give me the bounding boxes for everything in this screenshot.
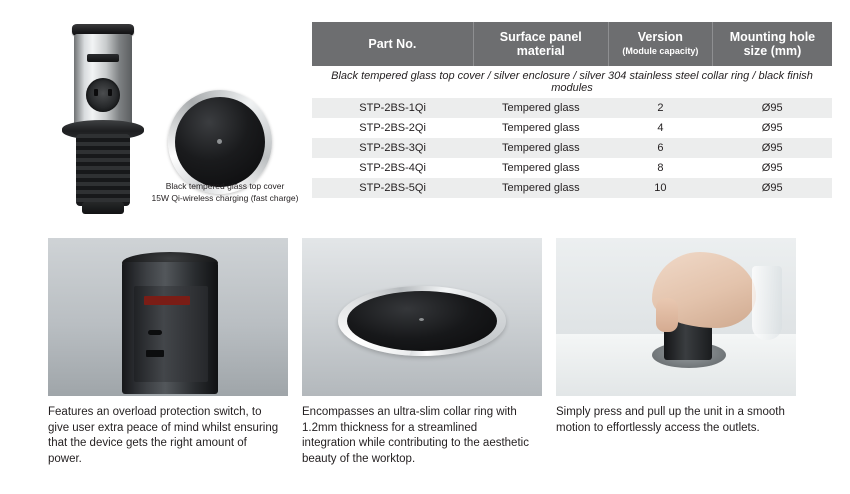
specification-table [312,22,832,198]
column-header-version [608,22,712,66]
table-row [312,138,832,158]
usb-c-port [148,330,162,335]
column-header-surface-panel-material-line-1: Surface panel [499,30,582,44]
tower-threaded-base [76,134,130,206]
cell-material: Tempered glass [473,138,608,158]
feature-image-collar-ring [302,238,542,396]
table-row [312,178,832,198]
cell-material: Tempered glass [473,118,608,138]
cell-version: 2 [608,98,712,118]
lid-center-indicator [217,139,222,144]
cell-hole-size: Ø95 [712,118,832,138]
cell-part-no: STP-2BS-5Qi [312,178,473,198]
column-header-mounting-hole-size [712,22,832,66]
cell-part-no: STP-2BS-2Qi [312,118,473,138]
column-header-version-label: Version [637,30,683,44]
tower-body [74,34,132,126]
cell-hole-size: Ø95 [712,138,832,158]
usb-a-port [146,350,164,357]
feature-image-overload-switch [48,238,288,396]
column-header-mounting-hole-line-1: Mounting hole [729,30,816,44]
cell-part-no: STP-2BS-4Qi [312,158,473,178]
cell-version: 4 [608,118,712,138]
feature-image-press-and-pull [556,238,796,396]
cell-part-no: STP-2BS-3Qi [312,138,473,158]
cell-part-no: STP-2BS-1Qi [312,98,473,118]
cell-material: Tempered glass [473,98,608,118]
cell-hole-size: Ø95 [712,98,832,118]
table-row [312,98,832,118]
feature-panel-overload-switch [48,238,288,467]
cell-hole-size: Ø95 [712,158,832,178]
column-header-part-no: Part No. [312,22,473,66]
tower-power-socket [86,78,120,112]
glass-center-indicator [419,318,424,321]
cell-hole-size: Ø95 [712,178,832,198]
cell-version: 10 [608,178,712,198]
tower-usb-module [87,54,119,62]
product-tower-image [58,16,148,216]
feature-caption: Encompasses an ultra-slim collar ring with 1.2mm thickness for a streamlined integration while contributing to the aesthetic beauty of the worktop. [302,406,529,465]
hero-caption [140,180,310,204]
finger-illustration [656,298,678,332]
column-header-version-sub: (Module capacity) [622,46,699,56]
cell-material: Tempered glass [473,158,608,178]
cell-version: 6 [608,138,712,158]
hero-caption-line-1: Black tempered glass top cover [165,181,285,191]
feature-panel-press-and-pull [556,238,796,436]
table-header-row [312,22,832,66]
table-note-row [312,66,832,98]
table-row [312,158,832,178]
feature-panel-collar-ring [302,238,542,467]
hero-caption-line-2: 15W Qi-wireless charging (fast charge) [151,193,299,203]
feature-caption: Simply press and pull up the unit in a smooth motion to effortlessly access the outlets. [556,406,785,434]
table-row [312,118,832,138]
glass-top-cover [347,291,497,351]
drinking-glass-prop [752,266,782,340]
feature-caption: Features an overload protection switch, to give user extra peace of mind whilst ensuring that the device gets the right amount of power. [48,406,279,465]
cell-version: 8 [608,158,712,178]
cell-material: Tempered glass [473,178,608,198]
overload-protection-switch [144,296,190,305]
column-header-surface-panel-material [473,22,608,66]
table-finish-note: Black tempered glass top cover / silver enclosure / silver 304 stainless steel collar ring / black finish modules [312,66,832,98]
hero-product-images [0,0,300,228]
column-header-surface-panel-material-line-2: material [516,44,565,58]
column-header-mounting-hole-line-2: size (mm) [743,44,802,58]
